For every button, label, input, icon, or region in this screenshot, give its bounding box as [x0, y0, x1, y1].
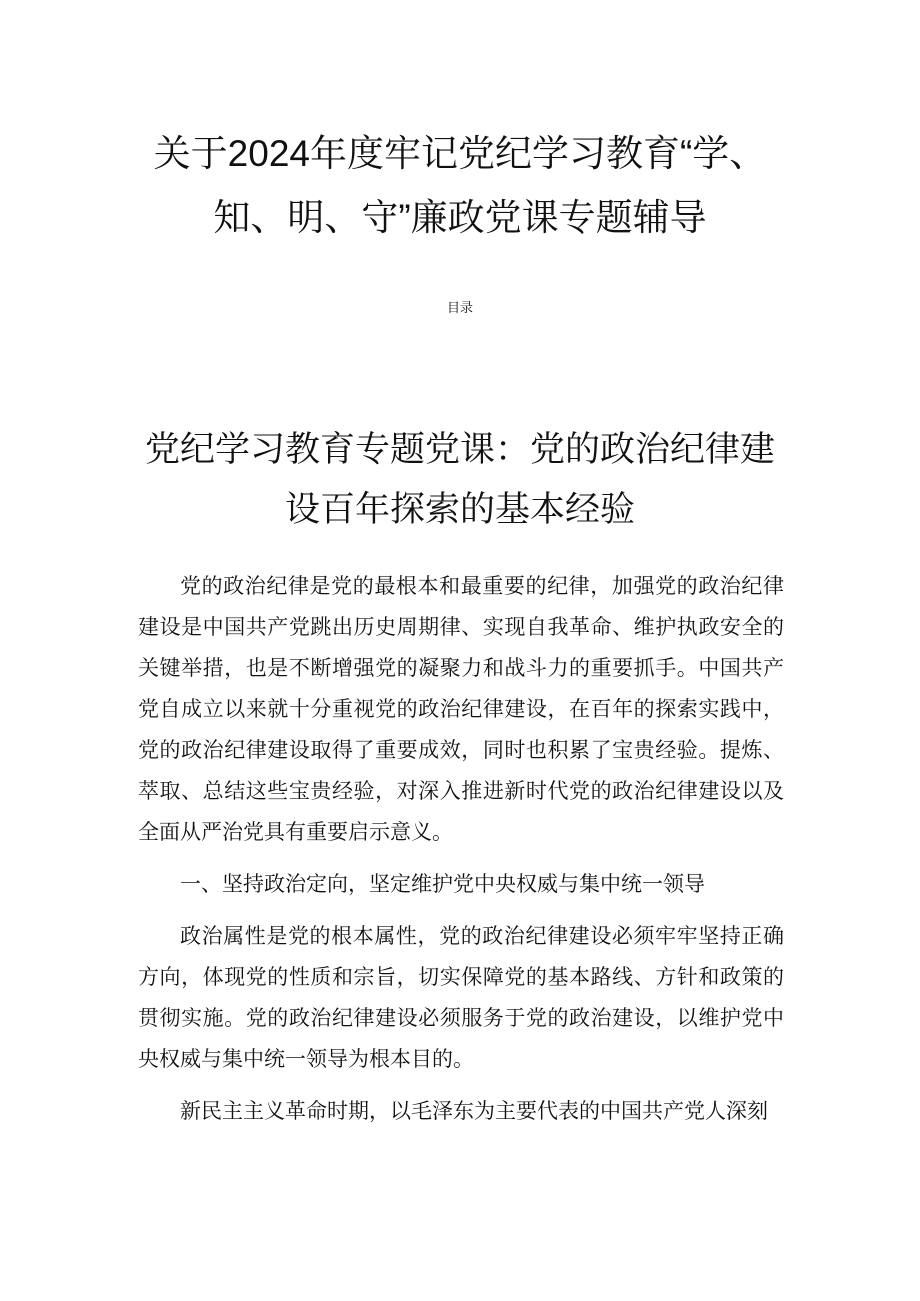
paragraph-new-democratic-revolution: 新民主主义革命时期，以毛泽东为主要代表的中国共产党人深刻 [180, 1099, 768, 1123]
section-title-line-1: 党纪学习教育专题党课：党的政治纪律建 [144, 430, 775, 470]
body-text [138, 566, 784, 1132]
document-title-line-2: 知、明、守”廉政党课专题辅导 [213, 197, 707, 238]
section-title [130, 420, 790, 540]
document-title-line-1: 关于2024年度牢记党纪学习教育“学、 [153, 133, 767, 174]
paragraph-political-attribute: 政治属性是党的根本属性，党的政治纪律建设必须牢牢坚持正确方向，体现党的性质和宗旨，切实保障党的基本路线、方针和政策的贯彻实施。党的政治纪律建设必须服务于党的政治建设，以维护党中央权威与集中统一领导为根本目的。 [138, 924, 784, 1071]
paragraph-intro: 党的政治纪律是党的最根本和最重要的纪律，加强党的政治纪律建设是中国共产党跳出历史周期律、实现自我革命、维护执政安全的关键举措，也是不断增强党的凝聚力和战斗力的重要抓手。中国共产党自成立以来就十分重视党的政治纪律建设，在百年的探索实践中，党的政治纪律建设取得了重要成效，同时也积累了宝贵经验。提炼、萃取、总结这些宝贵经验，对深入推进新时代党的政治纪律建设以及全面从严治党具有重要启示意义。 [138, 574, 784, 844]
section-title-line-2: 设百年探索的基本经验 [284, 490, 635, 530]
document-title [120, 122, 800, 250]
subheading-one: 一、坚持政治定向，坚定维护党中央权威与集中统一领导 [180, 872, 705, 896]
toc-label: 目录 [446, 301, 473, 316]
